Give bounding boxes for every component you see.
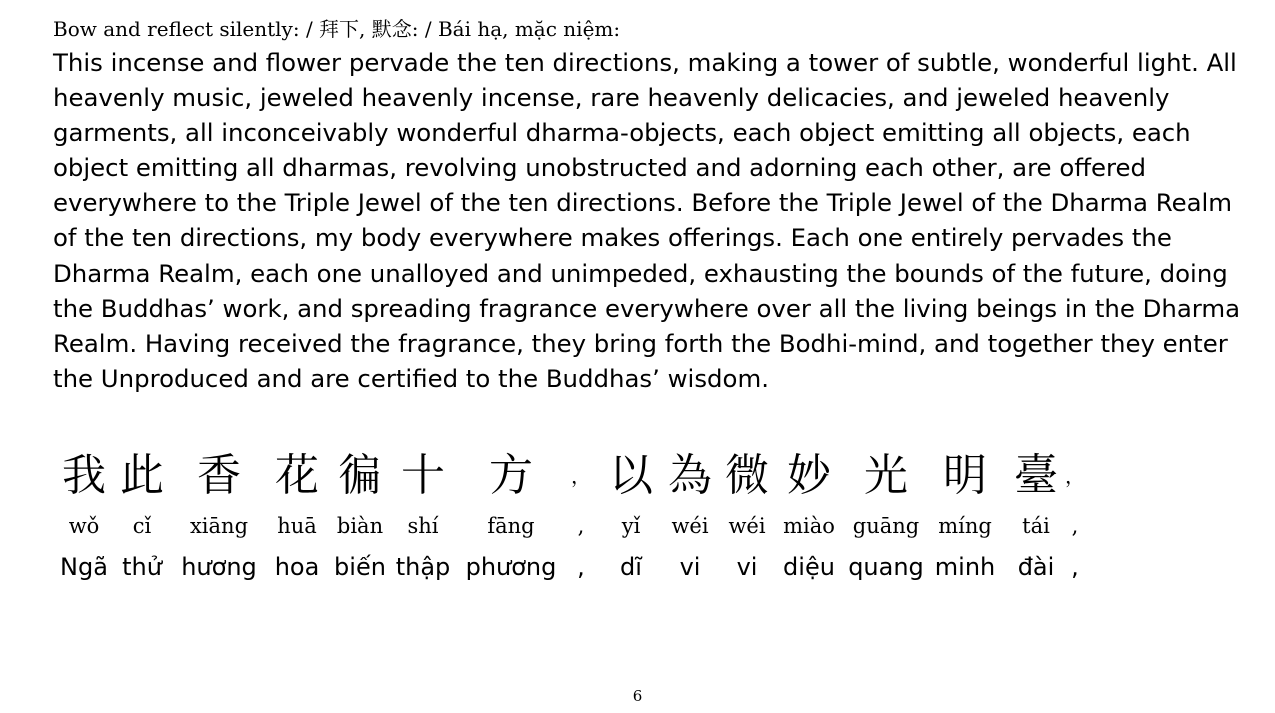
pinyin-syllable: yǐ bbox=[621, 514, 641, 538]
pinyin-syllable: biàn bbox=[336, 514, 384, 538]
vietnamese-word: thử bbox=[122, 553, 162, 581]
vietnamese-word: đài bbox=[1017, 553, 1055, 581]
pinyin-comma: , bbox=[577, 514, 585, 538]
gatha-verse bbox=[53, 448, 1153, 598]
hanzi-char: 徧 bbox=[338, 450, 382, 501]
pinyin-syllable: cǐ bbox=[132, 514, 152, 538]
gatha-column bbox=[848, 448, 924, 598]
pinyin-syllable: wéi bbox=[671, 514, 709, 538]
vietnamese-word: biến bbox=[334, 553, 386, 581]
hanzi-char: 為 bbox=[668, 450, 712, 501]
vietnamese-word: hoa bbox=[274, 553, 320, 581]
hanzi-char: 此 bbox=[120, 450, 164, 501]
gatha-column bbox=[395, 448, 451, 598]
vietnamese-comma: , bbox=[577, 553, 585, 581]
gatha-column bbox=[181, 448, 257, 598]
pinyin-syllable: huā bbox=[277, 514, 317, 538]
vietnamese-word: vi bbox=[736, 553, 758, 581]
offering-paragraph: This incense and flower pervade the ten directions, making a tower of subtle, wonderful light. All heavenly music, jeweled heavenly incense, rare heavenly delicacies, and jeweled heavenly garments, all inconceivably wonderful dharma-objects, each object emitting all objects, each object emitting all dharmas, revolving unobstructed and adorning each other, are offered everywhere to the Triple Jewel of the ten directions. Before the Triple Jewel of the Dharma Realm of the ten directions, my body everywhere makes offerings. Each one entirely pervades the Dharma Realm, each one unalloyed and unimpeded, exhausting the bounds of the future, doing the Buddhas’ work, and spreading fragrance everywhere over all the living beings in the Dharma Realm. Having received the fragrance, they bring forth the Bodhi-mind, and together they enter the Unproduced and are certified to the Buddhas’ wisdom. bbox=[53, 48, 1241, 393]
vietnamese-word: vi bbox=[679, 553, 701, 581]
pinyin-comma: , bbox=[1071, 514, 1079, 538]
punctuation-comma: ， bbox=[571, 464, 591, 488]
hanzi-char: 臺 bbox=[1014, 450, 1058, 501]
hanzi-char: 光 bbox=[864, 450, 908, 501]
pinyin-syllable: guāng bbox=[852, 514, 920, 538]
pinyin-syllable: fāng bbox=[487, 514, 535, 538]
hanzi-char: 十 bbox=[401, 450, 445, 501]
pinyin-syllable: míng bbox=[938, 514, 992, 538]
gatha-column bbox=[114, 448, 170, 598]
hanzi-char: 以 bbox=[609, 450, 653, 501]
hanzi-char: 妙 bbox=[787, 450, 831, 501]
vietnamese-comma: , bbox=[1071, 553, 1079, 581]
gatha-column bbox=[934, 448, 996, 598]
punctuation-comma: ， bbox=[1065, 464, 1085, 488]
gatha-column bbox=[465, 448, 557, 598]
pinyin-syllable: miào bbox=[783, 514, 835, 538]
pinyin-syllable: wǒ bbox=[68, 514, 100, 538]
pinyin-syllable: xiāng bbox=[189, 514, 249, 538]
vietnamese-word: Ngã bbox=[60, 553, 108, 581]
hanzi-char: 明 bbox=[943, 450, 987, 501]
instruction-line: Bow and reflect silently: / 拜下, 默念: / Bái hạ, mặc niệm: bbox=[53, 17, 621, 41]
pinyin-syllable: wéi bbox=[728, 514, 766, 538]
hanzi-char: 微 bbox=[725, 450, 769, 501]
pinyin-syllable: tái bbox=[1022, 514, 1050, 538]
vietnamese-word: dĩ bbox=[620, 553, 642, 581]
hanzi-char: 方 bbox=[489, 450, 533, 501]
gatha-column bbox=[781, 448, 837, 598]
pinyin-syllable: shí bbox=[407, 514, 439, 538]
vietnamese-word: hương bbox=[181, 553, 257, 581]
hanzi-char: 香 bbox=[197, 450, 241, 501]
hanzi-char: 我 bbox=[62, 450, 106, 501]
vietnamese-word: diệu bbox=[783, 553, 835, 581]
vietnamese-word: quang bbox=[848, 553, 924, 581]
gatha-column bbox=[1047, 448, 1103, 598]
hanzi-char: 花 bbox=[275, 450, 319, 501]
vietnamese-word: minh bbox=[934, 553, 996, 581]
vietnamese-word: phương bbox=[465, 553, 557, 581]
page-number: 6 bbox=[632, 687, 643, 705]
vietnamese-word: thập bbox=[395, 553, 451, 581]
